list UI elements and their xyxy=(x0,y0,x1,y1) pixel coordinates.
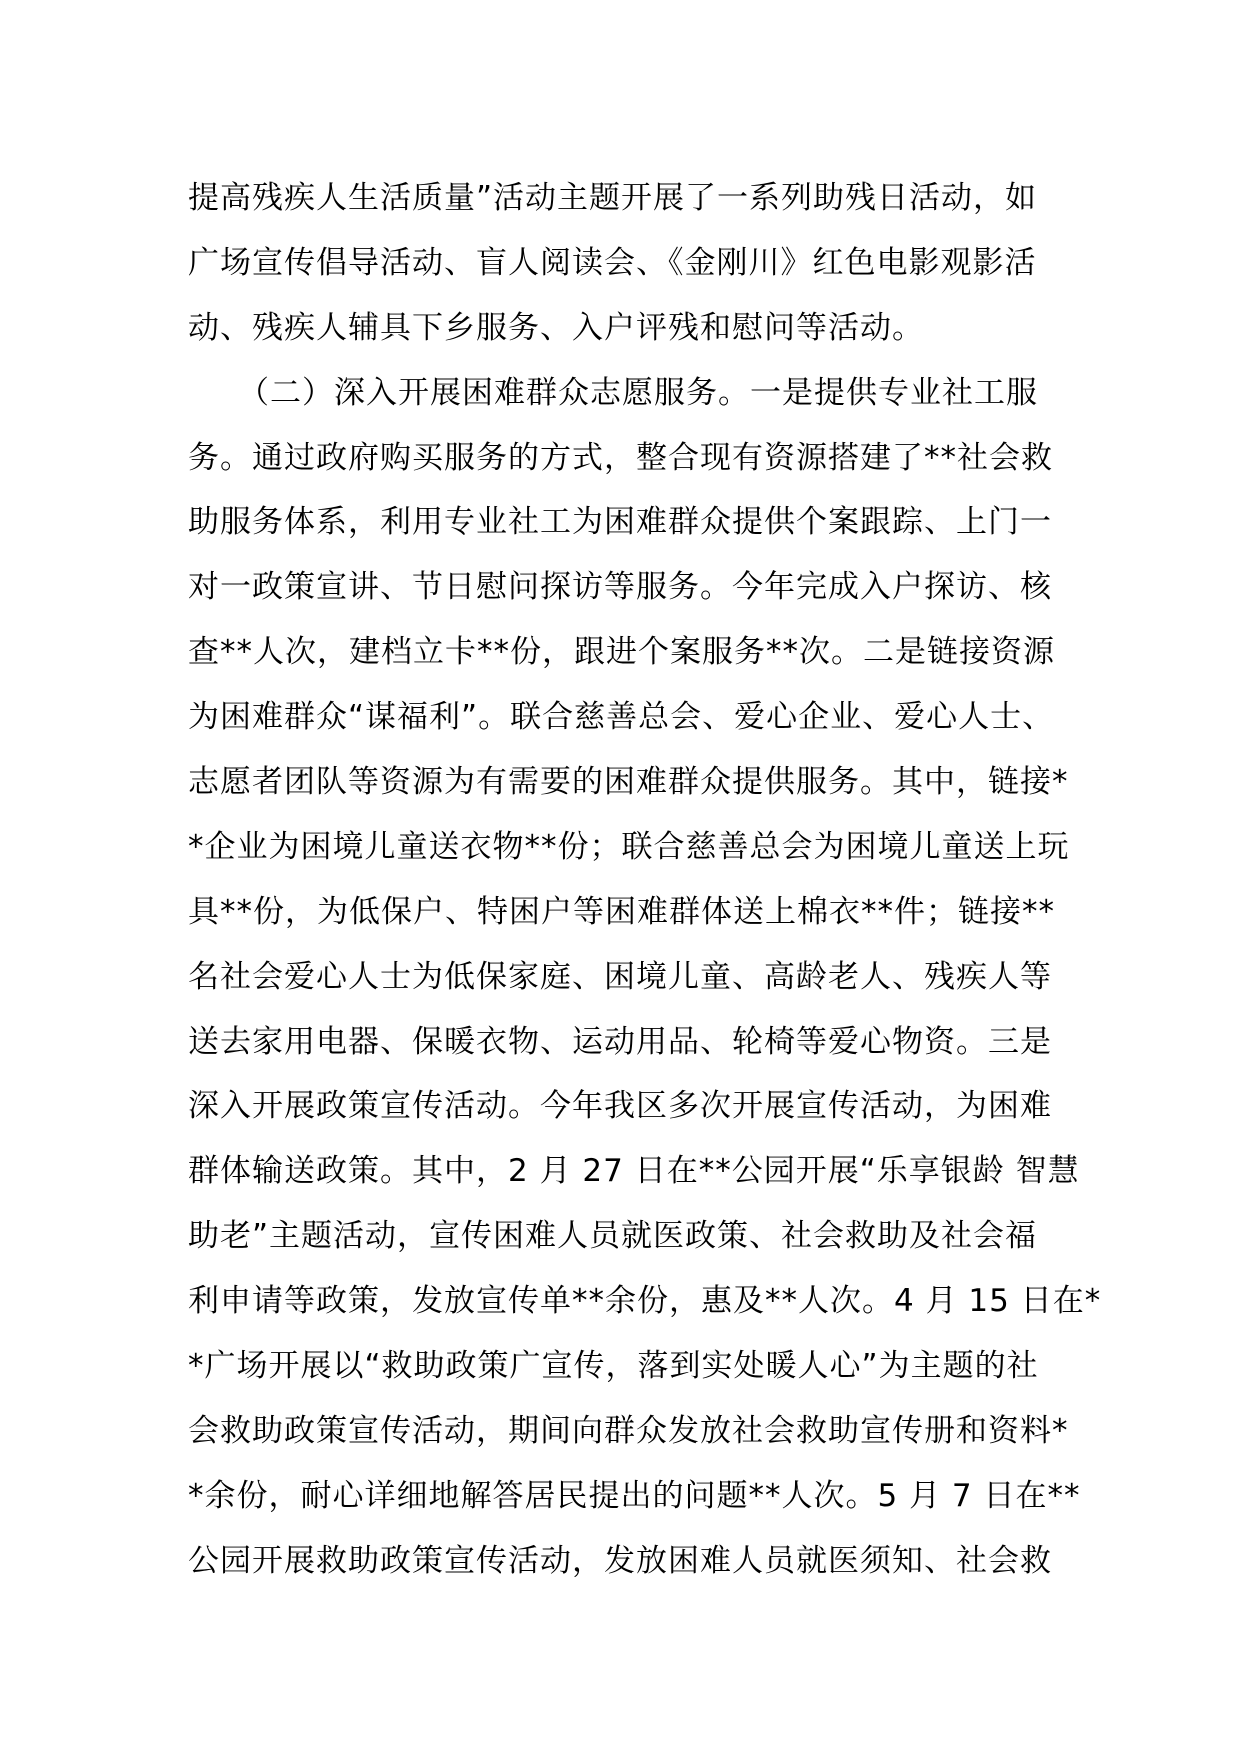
text-line: 送去家用电器、保暖衣物、运动用品、轮椅等爱心物资。三是 xyxy=(188,1023,1052,1060)
text-line: 查**人次，建档立卡**份，跟进个案服务**次。二是链接资源 xyxy=(188,634,1055,671)
text-line: 对一政策宣讲、节日慰问探访等服务。今年完成入户探访、核 xyxy=(188,569,1052,606)
text-line: 务。通过政府购买服务的方式，整合现有资源搭建了**社会救 xyxy=(188,439,1053,476)
paragraph-start-line: （二）深入开展困难群众志愿服务。一是提供专业社工服 xyxy=(238,374,1038,411)
text-line: 群体输送政策。其中，2 月 27 日在**公园开展“乐享银龄 智慧 xyxy=(188,1153,1080,1190)
text-line: 动、残疾人辅具下乡服务、入户评残和慰问等活动。 xyxy=(188,309,924,346)
text-line: 具**份，为低保户、特困户等困难群体送上棉衣**件；链接** xyxy=(188,893,1055,930)
text-line: 公园开展救助政策宣传活动，发放困难人员就医须知、社会救 xyxy=(188,1542,1052,1579)
text-line: 利申请等政策，发放宣传单**余份，惠及**人次。4 月 15 日在* xyxy=(188,1283,1102,1320)
text-line: 提高残疾人生活质量”活动主题开展了一系列助残日活动，如 xyxy=(188,180,1038,216)
text-line: 会救助政策宣传活动，期间向群众发放社会救助宣传册和资料* xyxy=(188,1412,1069,1449)
text-line: *余份，耐心详细地解答居民提出的问题**人次。5 月 7 日在** xyxy=(188,1477,1081,1514)
text-line: 广场宣传倡导活动、盲人阅读会、《金刚川》红色电影观影活 xyxy=(188,244,1037,281)
text-line: 助服务体系，利用专业社工为困难群众提供个案跟踪、上门一 xyxy=(188,504,1052,541)
text-line: 为困难群众“谋福利”。联合慈善总会、爱心企业、爱心人士、 xyxy=(188,699,1055,736)
text-line: *广场开展以“救助政策广宣传，落到实处暖人心”为主题的社 xyxy=(188,1348,1039,1385)
text-line: 助老”主题活动，宣传困难人员就医政策、社会救助及社会福 xyxy=(188,1218,1038,1255)
body-text xyxy=(188,166,1102,1594)
text-line: *企业为困境儿童送衣物**份；联合慈善总会为困境儿童送上玩 xyxy=(188,828,1070,865)
text-line: 志愿者团队等资源为有需要的困难群众提供服务。其中，链接* xyxy=(188,764,1069,801)
text-line: 深入开展政策宣传活动。今年我区多次开展宣传活动，为困难 xyxy=(188,1088,1052,1125)
text-line: 名社会爱心人士为低保家庭、困境儿童、高龄老人、残疾人等 xyxy=(188,958,1052,995)
